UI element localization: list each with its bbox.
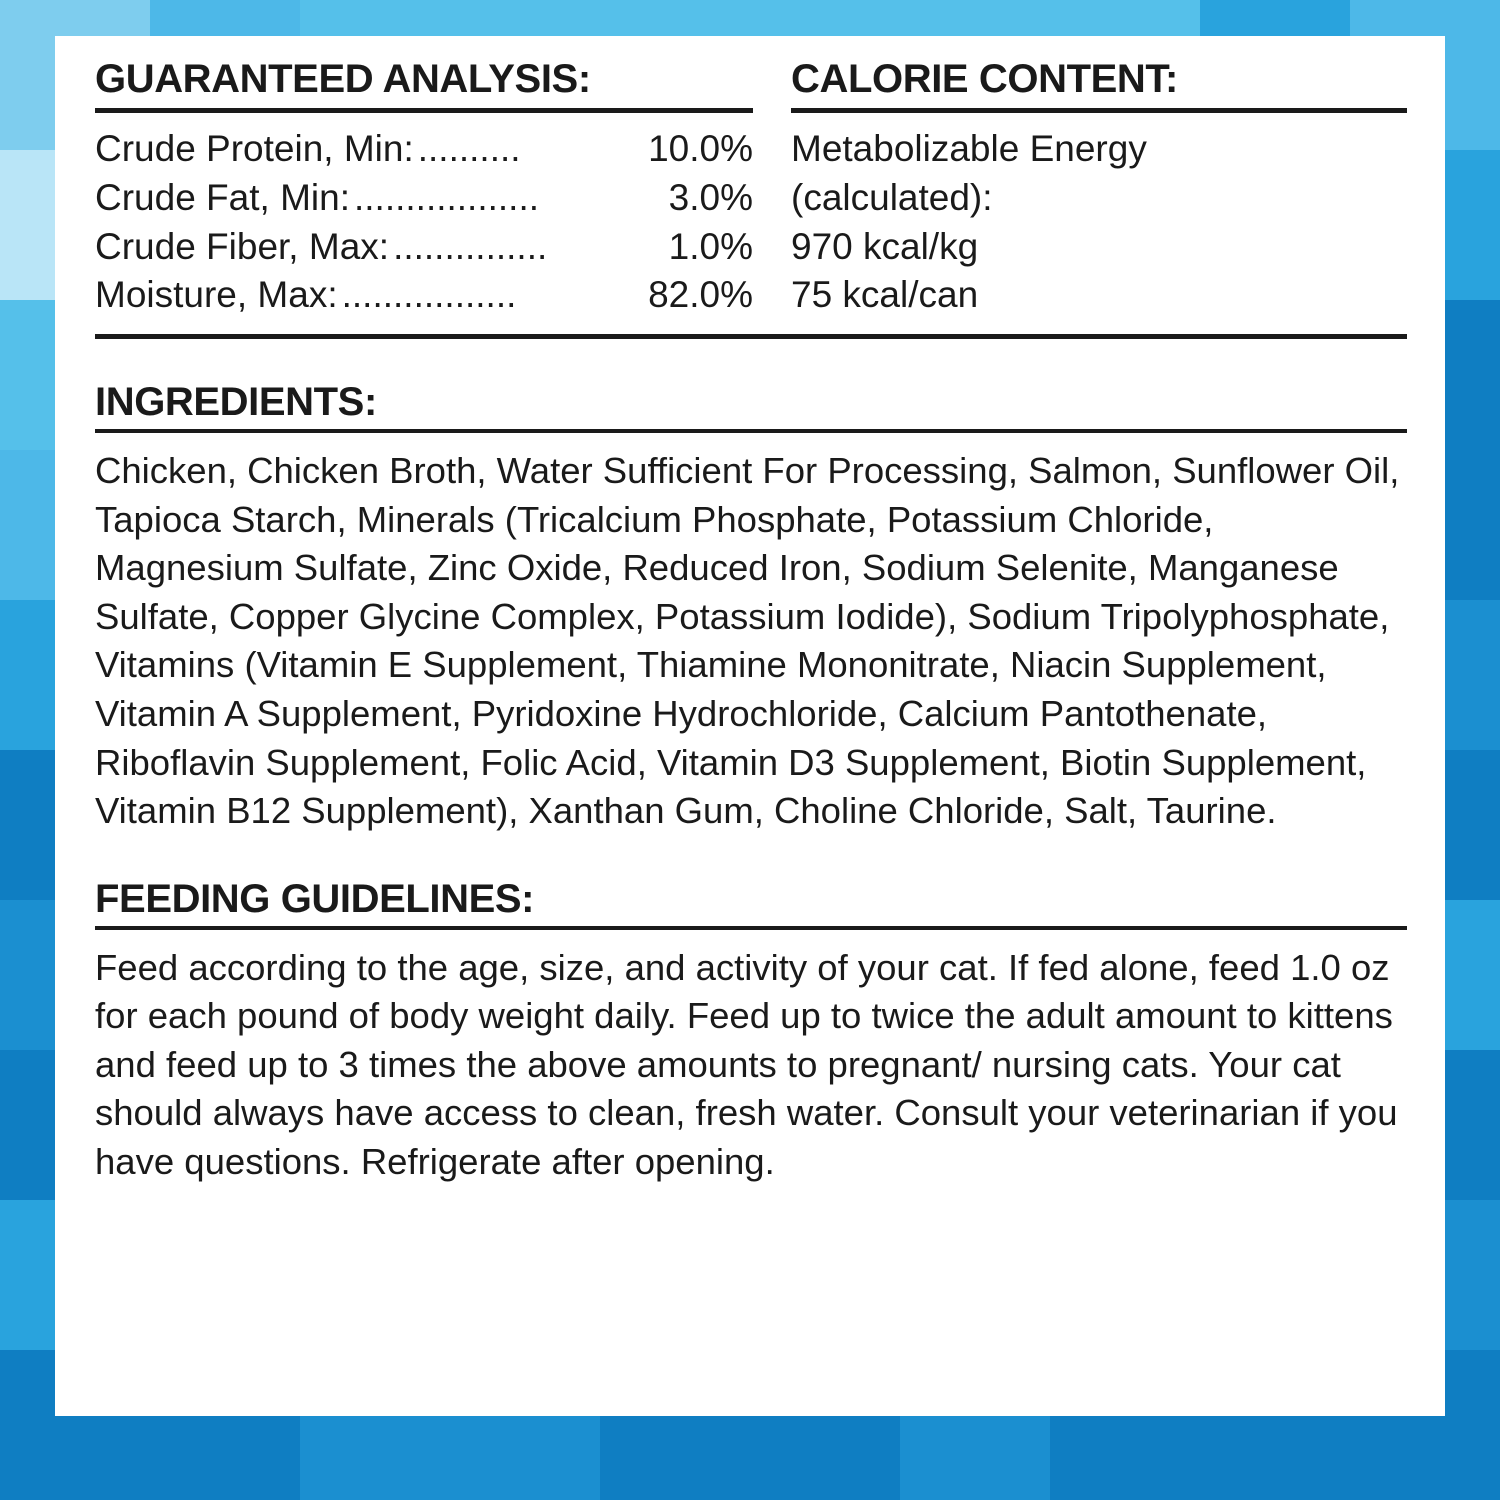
list-item: (calculated):	[791, 176, 993, 218]
top-block-bottom-divider	[95, 334, 1407, 339]
guaranteed-analysis-section	[95, 58, 753, 320]
leader-dots: .................	[341, 274, 517, 316]
leader-dots: ..................	[353, 176, 540, 218]
guaranteed-analysis-divider	[95, 108, 753, 113]
guaranteed-analysis-list	[95, 125, 753, 320]
feeding-guidelines-section	[95, 878, 1407, 1187]
nutrient-label: Crude Fiber, Max:	[95, 225, 390, 267]
ingredients-heading: INGREDIENTS:	[95, 380, 377, 425]
calorie-content-divider	[791, 108, 1407, 113]
nutrient-value: 82.0%	[648, 274, 753, 316]
feeding-guidelines-heading: FEEDING GUIDELINES:	[95, 876, 535, 921]
list-item: 970 kcal/kg	[791, 225, 979, 267]
nutrient-value: 1.0%	[668, 225, 753, 267]
table-row	[95, 223, 753, 272]
table-row	[95, 271, 753, 320]
leader-dots: ..........	[417, 128, 521, 169]
list-item: 75 kcal/can	[791, 274, 979, 316]
nutrient-label: Crude Fat, Min:	[95, 176, 350, 218]
top-block	[95, 58, 1407, 320]
nutrient-label: Crude Protein, Min:	[95, 128, 414, 169]
ingredients-section	[95, 381, 1407, 835]
label-panel	[55, 36, 1445, 1416]
guaranteed-analysis-heading: GUARANTEED ANALYSIS:	[95, 57, 591, 101]
table-row	[95, 125, 753, 174]
nutrient-value: 3.0%	[668, 176, 753, 218]
feeding-guidelines-text: Feed according to the age, size, and activity of your cat. If fed alone, feed 1.0 oz for each pound of body weight daily. Feed up to twice the adult amount to kittens and feed up to 3 times the above amounts to pregnant/ nursing cats. Your cat should always have access to clean, fresh water. Consult your veterinarian if you have questions. Refrigerate after opening.	[95, 946, 1398, 1182]
calorie-content-section	[753, 58, 1407, 320]
feeding-guidelines-divider	[95, 926, 1407, 930]
ingredients-divider	[95, 429, 1407, 433]
calorie-content-list	[791, 125, 1407, 320]
nutrient-label: Moisture, Max:	[95, 274, 338, 316]
ingredients-text: Chicken, Chicken Broth, Water Sufficient For Processing, Salmon, Sunflower Oil, Tapioca Starch, Minerals (Tricalcium Phosphate, Potassium Chloride, Magnesium Sulfate, Zinc Oxide, Reduced Iron, Sodium Selenite, Manganese Sulfate, Copper Glycine Complex, Potassium Iodide), Sodium Tripolyphosphate, Vitamins (Vitamin E Supplement, Thiamine Mononitrate, Niacin Supplement, Vitamin A Supplement, Pyridoxine Hydrochloride, Calcium Pantothenate, Riboflavin Supplement, Folic Acid, Vitamin D3 Supplement, Biotin Supplement, Vitamin B12 Supplement), Xanthan Gum, Choline Chloride, Salt, Taurine.	[95, 450, 1400, 832]
calorie-content-heading: CALORIE CONTENT:	[791, 57, 1178, 101]
nutrient-value: 10.0%	[648, 128, 753, 169]
table-row	[95, 174, 753, 223]
list-item: Metabolizable Energy	[791, 128, 1147, 169]
leader-dots: ...............	[393, 225, 548, 267]
